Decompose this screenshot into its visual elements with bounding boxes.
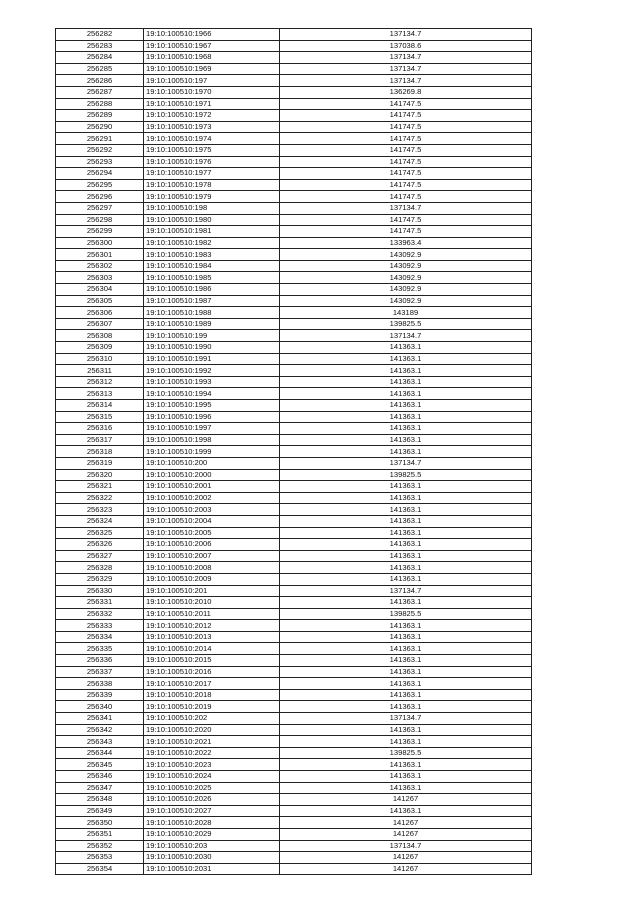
cadastral-number-cell: 19:10:100510:2024 — [144, 771, 280, 783]
table-row — [56, 713, 532, 725]
value-cell: 137134.7 — [280, 52, 532, 64]
row-number-cell: 256319 — [56, 457, 144, 469]
cadastral-number-cell: 19:10:100510:1994 — [144, 388, 280, 400]
cadastral-number-cell: 19:10:100510:197 — [144, 75, 280, 87]
value-cell: 141267 — [280, 828, 532, 840]
table-row — [56, 342, 532, 354]
row-number-cell: 256339 — [56, 689, 144, 701]
cadastral-number-cell: 19:10:100510:1983 — [144, 249, 280, 261]
table-row — [56, 771, 532, 783]
value-cell: 141363.1 — [280, 620, 532, 632]
table-row — [56, 411, 532, 423]
table-row — [56, 527, 532, 539]
value-cell: 141363.1 — [280, 388, 532, 400]
cadastral-number-cell: 19:10:100510:1974 — [144, 133, 280, 145]
cadastral-number-cell: 19:10:100510:2013 — [144, 631, 280, 643]
row-number-cell: 256313 — [56, 388, 144, 400]
value-cell: 141747.5 — [280, 191, 532, 203]
value-cell: 141363.1 — [280, 423, 532, 435]
cadastral-number-cell: 19:10:100510:2011 — [144, 608, 280, 620]
value-cell: 137134.7 — [280, 63, 532, 75]
row-number-cell: 256338 — [56, 678, 144, 690]
cadastral-number-cell: 19:10:100510:1990 — [144, 342, 280, 354]
cadastral-number-cell: 19:10:100510:1972 — [144, 110, 280, 122]
table-row — [56, 318, 532, 330]
row-number-cell: 256330 — [56, 585, 144, 597]
row-number-cell: 256314 — [56, 400, 144, 412]
value-cell: 141747.5 — [280, 226, 532, 238]
table-row — [56, 782, 532, 794]
value-cell: 141747.5 — [280, 214, 532, 226]
value-cell: 141363.1 — [280, 492, 532, 504]
cadastral-number-cell: 19:10:100510:1987 — [144, 295, 280, 307]
table-row — [56, 237, 532, 249]
cadastral-number-cell: 19:10:100510:2000 — [144, 469, 280, 481]
table-row — [56, 284, 532, 296]
row-number-cell: 256315 — [56, 411, 144, 423]
value-cell: 141363.1 — [280, 643, 532, 655]
row-number-cell: 256299 — [56, 226, 144, 238]
table-row — [56, 40, 532, 52]
value-cell: 141747.5 — [280, 133, 532, 145]
row-number-cell: 256323 — [56, 504, 144, 516]
row-number-cell: 256348 — [56, 794, 144, 806]
cadastral-number-cell: 19:10:100510:2022 — [144, 747, 280, 759]
table-row — [56, 365, 532, 377]
row-number-cell: 256345 — [56, 759, 144, 771]
value-cell: 137134.7 — [280, 585, 532, 597]
cadastral-number-cell: 19:10:100510:2030 — [144, 852, 280, 864]
value-cell: 143092.9 — [280, 295, 532, 307]
cadastral-number-cell: 19:10:100510:1993 — [144, 376, 280, 388]
value-cell: 137038.6 — [280, 40, 532, 52]
value-cell: 141363.1 — [280, 782, 532, 794]
row-number-cell: 256298 — [56, 214, 144, 226]
value-cell: 141747.5 — [280, 98, 532, 110]
table-row — [56, 260, 532, 272]
value-cell: 139825.5 — [280, 318, 532, 330]
cadastral-number-cell: 19:10:100510:1985 — [144, 272, 280, 284]
table-row — [56, 226, 532, 238]
row-number-cell: 256307 — [56, 318, 144, 330]
cadastral-number-cell: 19:10:100510:2010 — [144, 597, 280, 609]
value-cell: 141363.1 — [280, 771, 532, 783]
value-cell: 141363.1 — [280, 515, 532, 527]
cadastral-number-cell: 19:10:100510:1969 — [144, 63, 280, 75]
table-row — [56, 620, 532, 632]
value-cell: 141363.1 — [280, 736, 532, 748]
cadastral-number-cell: 19:10:100510:1971 — [144, 98, 280, 110]
table-row — [56, 214, 532, 226]
value-cell: 139825.5 — [280, 747, 532, 759]
table-row — [56, 840, 532, 852]
value-cell: 141363.1 — [280, 411, 532, 423]
cadastral-number-cell: 19:10:100510:1966 — [144, 29, 280, 41]
cadastral-number-cell: 19:10:100510:1997 — [144, 423, 280, 435]
value-cell: 143189 — [280, 307, 532, 319]
row-number-cell: 256349 — [56, 805, 144, 817]
table-row — [56, 492, 532, 504]
value-cell: 137134.7 — [280, 457, 532, 469]
table-row — [56, 98, 532, 110]
row-number-cell: 256335 — [56, 643, 144, 655]
table-row — [56, 828, 532, 840]
value-cell: 141363.1 — [280, 434, 532, 446]
table-row — [56, 701, 532, 713]
row-number-cell: 256290 — [56, 121, 144, 133]
table-row — [56, 794, 532, 806]
cadastral-number-cell: 19:10:100510:2023 — [144, 759, 280, 771]
row-number-cell: 256308 — [56, 330, 144, 342]
table-row — [56, 759, 532, 771]
value-cell: 141363.1 — [280, 446, 532, 458]
table-row — [56, 585, 532, 597]
cadastral-number-cell: 19:10:100510:2027 — [144, 805, 280, 817]
value-cell: 141363.1 — [280, 689, 532, 701]
cadastral-number-cell: 19:10:100510:1980 — [144, 214, 280, 226]
table-row — [56, 562, 532, 574]
row-number-cell: 256320 — [56, 469, 144, 481]
value-cell: 141363.1 — [280, 701, 532, 713]
table-row — [56, 295, 532, 307]
cadastral-number-cell: 19:10:100510:2004 — [144, 515, 280, 527]
value-cell: 137134.7 — [280, 75, 532, 87]
row-number-cell: 256352 — [56, 840, 144, 852]
cadastral-number-cell: 19:10:100510:202 — [144, 713, 280, 725]
table-row — [56, 249, 532, 261]
value-cell: 143092.9 — [280, 272, 532, 284]
value-cell: 141747.5 — [280, 121, 532, 133]
cadastral-number-cell: 19:10:100510:2005 — [144, 527, 280, 539]
table-row — [56, 307, 532, 319]
cadastral-number-cell: 19:10:100510:2017 — [144, 678, 280, 690]
row-number-cell: 256312 — [56, 376, 144, 388]
cadastral-number-cell: 19:10:100510:2016 — [144, 666, 280, 678]
row-number-cell: 256353 — [56, 852, 144, 864]
value-cell: 141363.1 — [280, 655, 532, 667]
cadastral-number-cell: 19:10:100510:2026 — [144, 794, 280, 806]
table-row — [56, 573, 532, 585]
value-cell: 137134.7 — [280, 840, 532, 852]
table-row — [56, 608, 532, 620]
row-number-cell: 256301 — [56, 249, 144, 261]
cadastral-number-cell: 19:10:100510:1989 — [144, 318, 280, 330]
row-number-cell: 256343 — [56, 736, 144, 748]
value-cell: 141363.1 — [280, 400, 532, 412]
table-row — [56, 747, 532, 759]
table-row — [56, 191, 532, 203]
value-cell: 137134.7 — [280, 330, 532, 342]
value-cell: 137134.7 — [280, 202, 532, 214]
cadastral-number-cell: 19:10:100510:1978 — [144, 179, 280, 191]
table-row — [56, 666, 532, 678]
value-cell: 141363.1 — [280, 678, 532, 690]
cadastral-number-cell: 19:10:100510:2021 — [144, 736, 280, 748]
table-row — [56, 457, 532, 469]
table-row — [56, 805, 532, 817]
cadastral-number-cell: 19:10:100510:1992 — [144, 365, 280, 377]
value-cell: 141363.1 — [280, 631, 532, 643]
value-cell: 143092.9 — [280, 260, 532, 272]
table-row — [56, 817, 532, 829]
value-cell: 139825.5 — [280, 469, 532, 481]
cadastral-number-cell: 19:10:100510:2002 — [144, 492, 280, 504]
value-cell: 141363.1 — [280, 573, 532, 585]
table-row — [56, 202, 532, 214]
value-cell: 143092.9 — [280, 284, 532, 296]
row-number-cell: 256297 — [56, 202, 144, 214]
table-row — [56, 168, 532, 180]
table-row — [56, 63, 532, 75]
value-cell: 141363.1 — [280, 342, 532, 354]
cadastral-number-cell: 19:10:100510:2031 — [144, 863, 280, 875]
table-row — [56, 423, 532, 435]
table-row — [56, 121, 532, 133]
cadastral-number-cell: 19:10:100510:1988 — [144, 307, 280, 319]
row-number-cell: 256305 — [56, 295, 144, 307]
cadastral-number-cell: 19:10:100510:1979 — [144, 191, 280, 203]
table-row — [56, 597, 532, 609]
row-number-cell: 256303 — [56, 272, 144, 284]
table-row — [56, 434, 532, 446]
table-row — [56, 179, 532, 191]
value-cell: 141747.5 — [280, 110, 532, 122]
value-cell: 141363.1 — [280, 562, 532, 574]
cadastral-number-cell: 19:10:100510:2001 — [144, 481, 280, 493]
row-number-cell: 256325 — [56, 527, 144, 539]
table-body — [56, 29, 532, 875]
row-number-cell: 256316 — [56, 423, 144, 435]
row-number-cell: 256309 — [56, 342, 144, 354]
row-number-cell: 256293 — [56, 156, 144, 168]
table-row — [56, 643, 532, 655]
value-cell: 141363.1 — [280, 724, 532, 736]
value-cell: 141747.5 — [280, 156, 532, 168]
table-row — [56, 724, 532, 736]
value-cell: 137134.7 — [280, 29, 532, 41]
cadastral-number-cell: 19:10:100510:1991 — [144, 353, 280, 365]
cadastral-number-cell: 19:10:100510:1999 — [144, 446, 280, 458]
table-row — [56, 86, 532, 98]
cadastral-number-cell: 19:10:100510:2003 — [144, 504, 280, 516]
table-row — [56, 550, 532, 562]
value-cell: 141363.1 — [280, 550, 532, 562]
row-number-cell: 256342 — [56, 724, 144, 736]
row-number-cell: 256287 — [56, 86, 144, 98]
cadastral-number-cell: 19:10:100510:201 — [144, 585, 280, 597]
table-row — [56, 678, 532, 690]
value-cell: 141363.1 — [280, 481, 532, 493]
value-cell: 141363.1 — [280, 805, 532, 817]
cadastral-number-cell: 19:10:100510:1996 — [144, 411, 280, 423]
table-row — [56, 110, 532, 122]
value-cell: 141363.1 — [280, 353, 532, 365]
table-row — [56, 330, 532, 342]
table-row — [56, 539, 532, 551]
cadastral-number-cell: 19:10:100510:2008 — [144, 562, 280, 574]
row-number-cell: 256317 — [56, 434, 144, 446]
row-number-cell: 256289 — [56, 110, 144, 122]
row-number-cell: 256300 — [56, 237, 144, 249]
cadastral-number-cell: 19:10:100510:203 — [144, 840, 280, 852]
cadastral-number-cell: 19:10:100510:1977 — [144, 168, 280, 180]
table-row — [56, 446, 532, 458]
row-number-cell: 256295 — [56, 179, 144, 191]
row-number-cell: 256294 — [56, 168, 144, 180]
table-row — [56, 481, 532, 493]
cadastral-number-cell: 19:10:100510:2018 — [144, 689, 280, 701]
table-row — [56, 400, 532, 412]
row-number-cell: 256321 — [56, 481, 144, 493]
table-row — [56, 144, 532, 156]
cadastral-number-cell: 19:10:100510:200 — [144, 457, 280, 469]
table-row — [56, 515, 532, 527]
row-number-cell: 256351 — [56, 828, 144, 840]
cadastral-number-cell: 19:10:100510:2007 — [144, 550, 280, 562]
table-row — [56, 75, 532, 87]
row-number-cell: 256328 — [56, 562, 144, 574]
row-number-cell: 256346 — [56, 771, 144, 783]
table-row — [56, 353, 532, 365]
cadastral-number-cell: 19:10:100510:2029 — [144, 828, 280, 840]
row-number-cell: 256282 — [56, 29, 144, 41]
cadastral-number-cell: 19:10:100510:1976 — [144, 156, 280, 168]
value-cell: 137134.7 — [280, 713, 532, 725]
value-cell: 133963.4 — [280, 237, 532, 249]
value-cell: 136269.8 — [280, 86, 532, 98]
row-number-cell: 256311 — [56, 365, 144, 377]
row-number-cell: 256340 — [56, 701, 144, 713]
cadastral-number-cell: 19:10:100510:2012 — [144, 620, 280, 632]
value-cell: 141363.1 — [280, 666, 532, 678]
row-number-cell: 256326 — [56, 539, 144, 551]
row-number-cell: 256347 — [56, 782, 144, 794]
cadastral-number-cell: 19:10:100510:1982 — [144, 237, 280, 249]
row-number-cell: 256284 — [56, 52, 144, 64]
row-number-cell: 256327 — [56, 550, 144, 562]
cadastral-number-cell: 19:10:100510:1986 — [144, 284, 280, 296]
row-number-cell: 256354 — [56, 863, 144, 875]
value-cell: 141363.1 — [280, 539, 532, 551]
row-number-cell: 256322 — [56, 492, 144, 504]
value-cell: 141363.1 — [280, 527, 532, 539]
cadastral-number-cell: 19:10:100510:199 — [144, 330, 280, 342]
table-row — [56, 655, 532, 667]
value-cell: 141363.1 — [280, 759, 532, 771]
value-cell: 143092.9 — [280, 249, 532, 261]
cadastral-number-cell: 19:10:100510:2014 — [144, 643, 280, 655]
table-row — [56, 156, 532, 168]
table-row — [56, 469, 532, 481]
row-number-cell: 256292 — [56, 144, 144, 156]
value-cell: 141363.1 — [280, 597, 532, 609]
cadastral-number-cell: 19:10:100510:2015 — [144, 655, 280, 667]
table-row — [56, 376, 532, 388]
row-number-cell: 256332 — [56, 608, 144, 620]
cadastral-number-cell: 19:10:100510:1984 — [144, 260, 280, 272]
cadastral-number-cell: 19:10:100510:2028 — [144, 817, 280, 829]
cadastral-number-cell: 19:10:100510:2025 — [144, 782, 280, 794]
row-number-cell: 256283 — [56, 40, 144, 52]
value-cell: 139825.5 — [280, 608, 532, 620]
row-number-cell: 256336 — [56, 655, 144, 667]
table-row — [56, 388, 532, 400]
row-number-cell: 256306 — [56, 307, 144, 319]
cadastral-number-cell: 19:10:100510:1967 — [144, 40, 280, 52]
value-cell: 141267 — [280, 852, 532, 864]
row-number-cell: 256350 — [56, 817, 144, 829]
table-row — [56, 504, 532, 516]
cadastral-number-cell: 19:10:100510:1975 — [144, 144, 280, 156]
row-number-cell: 256318 — [56, 446, 144, 458]
table-row — [56, 272, 532, 284]
cadastral-number-cell: 19:10:100510:2009 — [144, 573, 280, 585]
row-number-cell: 256288 — [56, 98, 144, 110]
row-number-cell: 256331 — [56, 597, 144, 609]
value-cell: 141363.1 — [280, 365, 532, 377]
data-table — [55, 28, 532, 875]
value-cell: 141747.5 — [280, 179, 532, 191]
table-row — [56, 689, 532, 701]
cadastral-number-cell: 19:10:100510:1995 — [144, 400, 280, 412]
value-cell: 141747.5 — [280, 144, 532, 156]
table-row — [56, 736, 532, 748]
row-number-cell: 256302 — [56, 260, 144, 272]
row-number-cell: 256329 — [56, 573, 144, 585]
table-row — [56, 29, 532, 41]
cadastral-number-cell: 19:10:100510:198 — [144, 202, 280, 214]
table-row — [56, 631, 532, 643]
table-row — [56, 133, 532, 145]
value-cell: 141267 — [280, 863, 532, 875]
row-number-cell: 256341 — [56, 713, 144, 725]
cadastral-number-cell: 19:10:100510:2006 — [144, 539, 280, 551]
row-number-cell: 256344 — [56, 747, 144, 759]
cadastral-number-cell: 19:10:100510:1973 — [144, 121, 280, 133]
cadastral-number-cell: 19:10:100510:1981 — [144, 226, 280, 238]
value-cell: 141747.5 — [280, 168, 532, 180]
row-number-cell: 256285 — [56, 63, 144, 75]
table-row — [56, 52, 532, 64]
cadastral-number-cell: 19:10:100510:1998 — [144, 434, 280, 446]
table-row — [56, 852, 532, 864]
value-cell: 141363.1 — [280, 504, 532, 516]
row-number-cell: 256296 — [56, 191, 144, 203]
value-cell: 141267 — [280, 794, 532, 806]
cadastral-number-cell: 19:10:100510:2019 — [144, 701, 280, 713]
row-number-cell: 256337 — [56, 666, 144, 678]
value-cell: 141363.1 — [280, 376, 532, 388]
cadastral-number-cell: 19:10:100510:2020 — [144, 724, 280, 736]
cadastral-number-cell: 19:10:100510:1968 — [144, 52, 280, 64]
row-number-cell: 256304 — [56, 284, 144, 296]
table-row — [56, 863, 532, 875]
row-number-cell: 256286 — [56, 75, 144, 87]
value-cell: 141267 — [280, 817, 532, 829]
row-number-cell: 256291 — [56, 133, 144, 145]
row-number-cell: 256324 — [56, 515, 144, 527]
row-number-cell: 256334 — [56, 631, 144, 643]
row-number-cell: 256333 — [56, 620, 144, 632]
row-number-cell: 256310 — [56, 353, 144, 365]
cadastral-number-cell: 19:10:100510:1970 — [144, 86, 280, 98]
